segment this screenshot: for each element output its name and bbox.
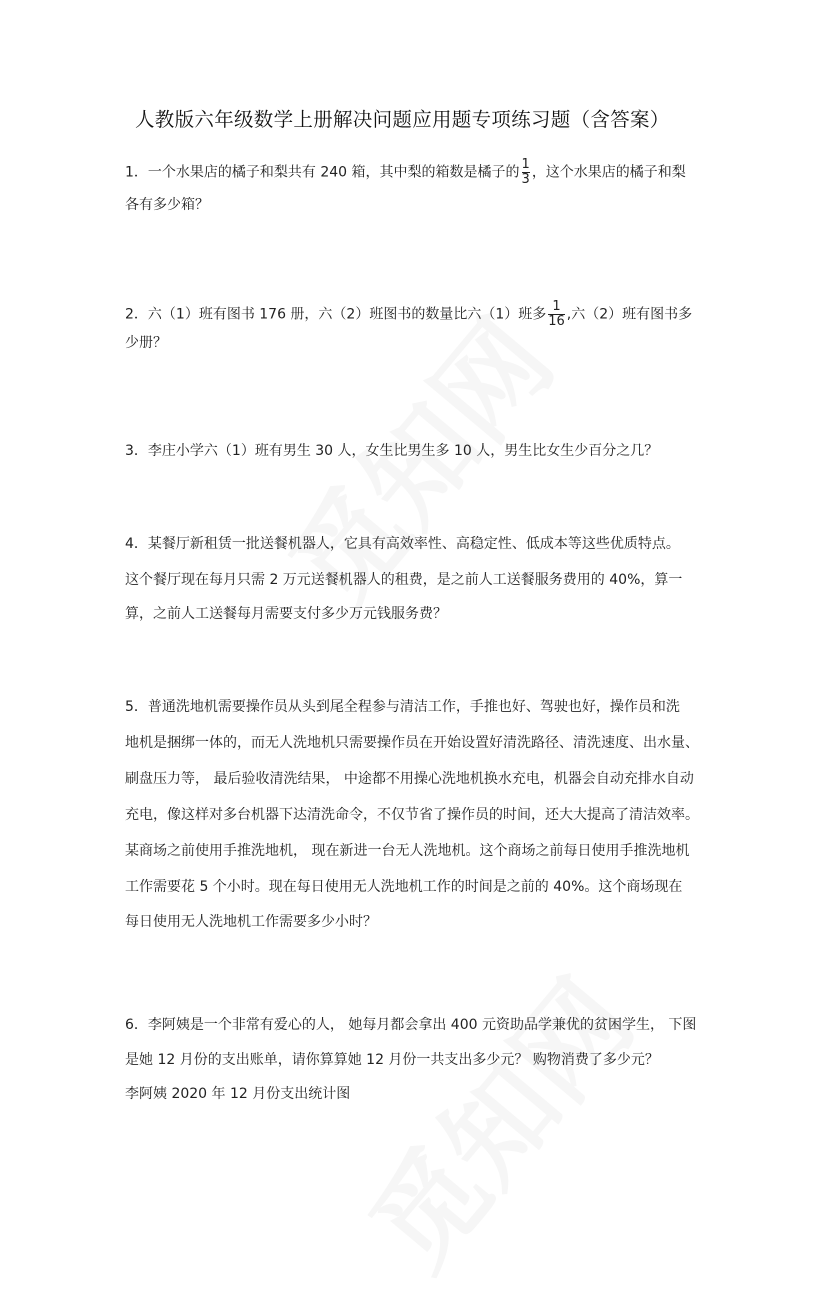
- fraction: [522, 158, 530, 187]
- question-5-line: 地机是捆绑一体的，而无人洗地机只需要操作员在开始设置好清洗路径、清洗速度、出水量、: [125, 735, 699, 751]
- fraction: [548, 300, 565, 329]
- question-5-line: 每日使用无人洗地机工作需要多少小时？: [125, 914, 377, 930]
- question-4-line: 这个餐厅现在每月只需 2 万元送餐机器人的租费，是之前人工送餐服务费用的 40%，算一: [125, 572, 683, 588]
- question-5-line: 充电，像这样对多台机器下达清洗命令，不仅节省了操作员的时间，还大大提高了清洁效率。: [125, 807, 699, 823]
- question-6-line: 是她 12 月份的支出账单，请你算算她 12 月份一共支出多少元？ 购物消费了多少元？: [125, 1052, 659, 1068]
- question-6-line: 李阿姨 2020 年 12 月份支出统计图: [125, 1086, 351, 1102]
- fraction-numerator: 1: [521, 157, 530, 172]
- question-text: ,六（2）班有图书多: [566, 306, 693, 323]
- question-4-line: 算，之前人工送餐每月需要支付多少万元钱服务费？: [125, 606, 447, 622]
- fraction-numerator: 1: [552, 299, 561, 314]
- question-5-line: 刷盘压力等， 最后验收清洗结果， 中途都不用操心洗地机换水充电，机器会自动充排水自动: [125, 771, 694, 787]
- question-3-line: 3．李庄小学六（1）班有男生 30 人，女生比男生多 10 人，男生比女生少百分之几？: [125, 443, 659, 459]
- question-text: ，这个水果店的橘子和梨: [531, 164, 686, 181]
- question-1-line: [125, 158, 686, 187]
- question-5-line: 5．普通洗地机需要操作员从头到尾全程参与清洁工作，手推也好、驾驶也好，操作员和洗: [125, 699, 680, 715]
- question-5-line: 工作需要花 5 个小时。现在每日使用无人洗地机工作的时间是之前的 40%。这个商场现在: [125, 879, 683, 895]
- fraction-denominator: 3: [521, 172, 530, 187]
- question-2-line: [125, 300, 692, 329]
- question-text: 2．六（1）班有图书 176 册，六（2）班图书的数量比六（1）班多: [125, 306, 547, 323]
- watermark: [328, 942, 661, 1296]
- page-title: 人教版六年级数学上册解决问题应用题专项练习题（含答案）: [135, 108, 670, 131]
- question-text: 1．一个水果店的橘子和梨共有 240 箱，其中梨的箱数是橘子的: [125, 164, 520, 181]
- question-2-line: 少册？: [125, 335, 167, 351]
- question-6-line: 6．李阿姨是一个非常有爱心的人， 她每月都会拿出 400 元资助品学兼优的贫困学生， 下图: [125, 1017, 697, 1033]
- question-5-line: 某商场之前使用手推洗地机， 现在新进一台无人洗地机。这个商场之前每日使用手推洗地机: [125, 843, 690, 859]
- fraction-denominator: 16: [548, 314, 565, 329]
- question-1-line: 各有多少箱？: [125, 197, 209, 213]
- question-4-line: 4．某餐厅新租赁一批送餐机器人，它具有高效率性、高稳定性、低成本等这些优质特点。: [125, 536, 680, 552]
